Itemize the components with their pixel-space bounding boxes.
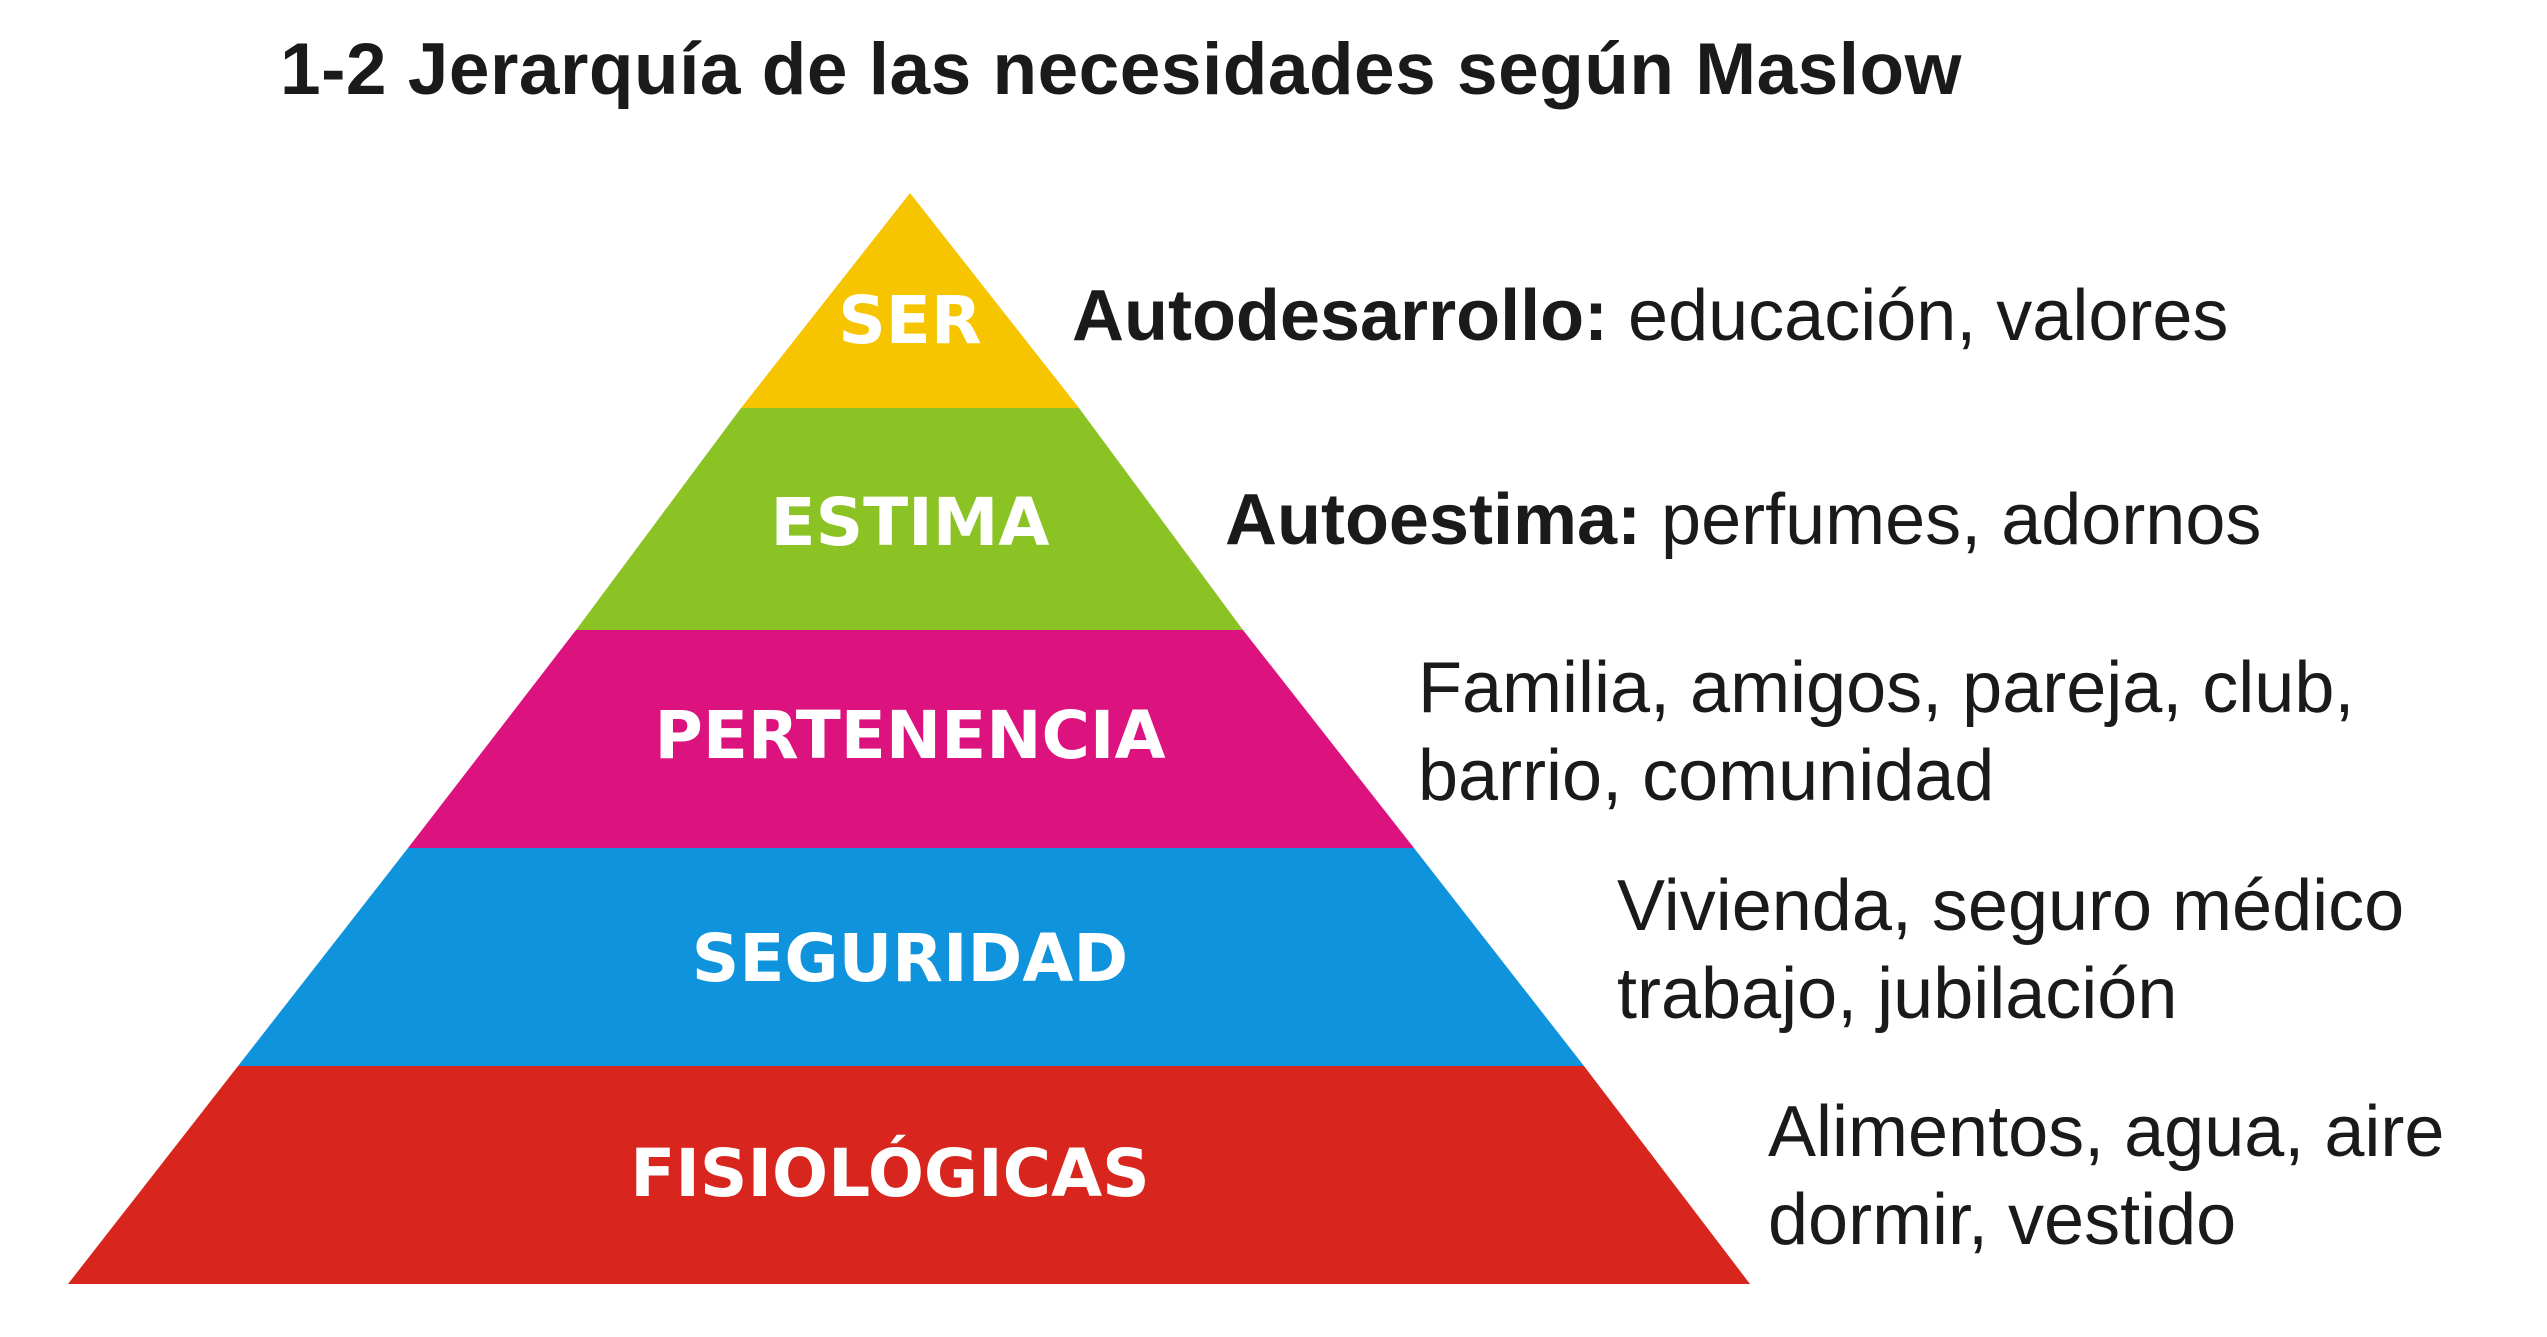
- desc-fisiologicas-line1: Alimentos, agua, aire: [1768, 1092, 2445, 1172]
- level-label-estima: ESTIMA: [770, 484, 1050, 561]
- desc-pertenencia-line1: Familia, amigos, pareja, club,: [1418, 648, 2355, 728]
- level-label-seguridad: SEGURIDAD: [691, 920, 1129, 997]
- level-label-ser: SER: [838, 282, 982, 359]
- desc-ser: [1072, 272, 2228, 360]
- desc-estima: [1225, 476, 2261, 564]
- desc-seguridad-line2: trabajo, jubilación: [1617, 954, 2178, 1034]
- desc-seguridad: [1617, 862, 2404, 1038]
- level-label-pertenencia: PERTENENCIA: [654, 697, 1166, 774]
- desc-ser-text: educación, valores: [1608, 276, 2229, 356]
- desc-fisiologicas: [1768, 1088, 2444, 1264]
- desc-estima-bold: Autoestima:: [1225, 480, 1642, 560]
- page-title: 1-2 Jerarquía de las necesidades según Maslow: [280, 29, 1962, 110]
- level-label-fisiologicas: FISIOLÓGICAS: [630, 1135, 1150, 1212]
- desc-estima-text: perfumes, adornos: [1641, 480, 2262, 560]
- desc-pertenencia-line2: barrio, comunidad: [1418, 736, 1995, 816]
- desc-ser-bold: Autodesarrollo:: [1072, 276, 1609, 356]
- desc-pertenencia: [1418, 644, 2354, 820]
- desc-fisiologicas-line2: dormir, vestido: [1768, 1180, 2237, 1260]
- desc-seguridad-line1: Vivienda, seguro médico: [1617, 866, 2405, 946]
